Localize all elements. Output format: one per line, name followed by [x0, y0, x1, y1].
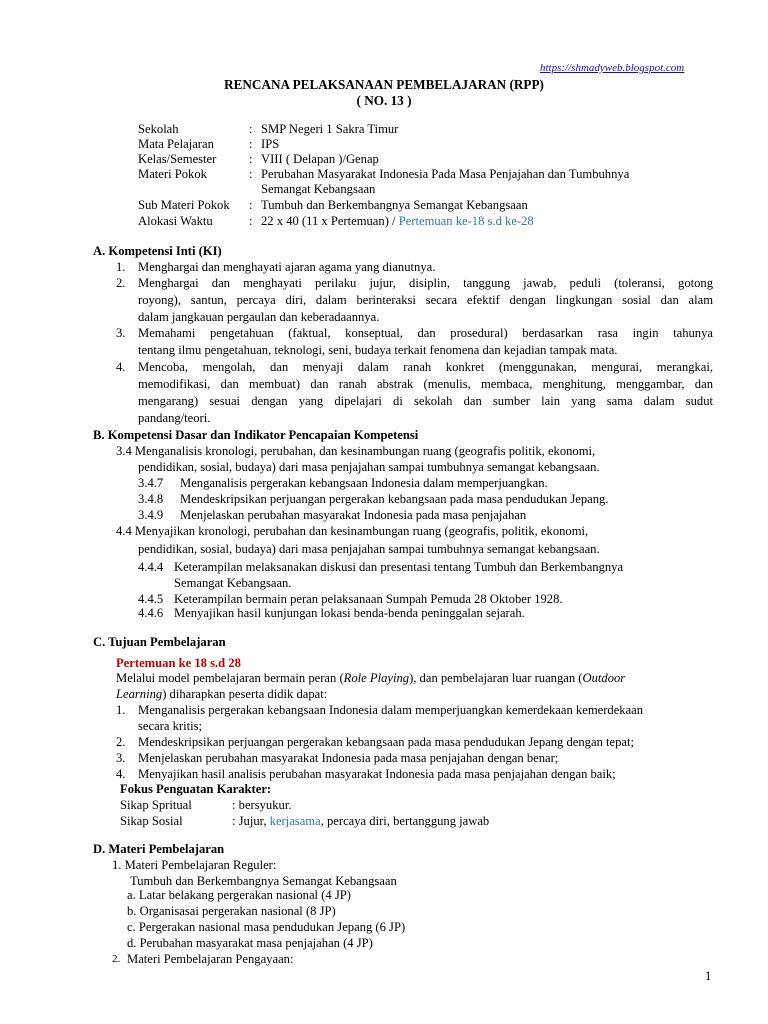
indicator-text: Mendeskripsikan perjuangan pergerakan kebangsaan pada masa pendudukan Jepang. — [180, 492, 609, 506]
identity-label: Mata Pelajaran — [138, 137, 214, 151]
identity-colon: : — [249, 214, 253, 228]
document-number: ( NO. 13 ) — [356, 93, 412, 108]
ki-text: Menghargai dan menghayati perilaku jujur, disiplin, tanggung jawab, peduli (toleransi, gotong — [138, 276, 713, 290]
ki-number: 4. — [116, 360, 126, 374]
section-a-heading: A. Kompetensi Inti (KI) — [93, 244, 222, 258]
ki-text: royong), santun, percaya diri, dalam berinteraksi secara efektif dengan lingkungan sosial dan alam — [138, 293, 713, 307]
ki-number: 2. — [116, 276, 126, 290]
objective-text: Menganalisis pergerakan kebangsaan Indonesia dalam memperjuangkan kemerdekaan kemerdekaan — [138, 703, 644, 717]
ki-number: 1. — [116, 260, 126, 274]
indicator-text: Keterampilan melaksanakan diskusi dan presentasi tentang Tumbuh dan Berkembangnya — [174, 560, 624, 574]
indicator-text: Keterampilan bermain peran pelaksanaan Sumpah Pemuda 28 Oktober 1928. — [174, 592, 563, 606]
objective-number: 4. — [116, 767, 126, 781]
identity-value: VIII ( Delapan )/Genap — [261, 152, 379, 166]
ki-text: Memahami pengetahuan (faktual, konseptual, dan prosedural) berdasarkan rasa ingin tahunya — [138, 326, 713, 340]
ki-text: dalam jangkauan pergaulan dan keberadaannya. — [138, 310, 380, 324]
identity-colon: : — [249, 167, 253, 181]
indicator-number: 4.4.6 — [138, 606, 164, 620]
material-subitem: d. Perubahan masyarakat masa penjajahan (4 JP) — [127, 936, 373, 950]
ki-text: Mencoba, mengolah, dan menyaji dalam ranah konkret (menggunakan, mengurai, merangkai, — [138, 360, 713, 374]
document-title: RENCANA PELAKSANAAN PEMBELAJARAN (RPP) — [224, 77, 544, 92]
meeting-label: Pertemuan ke 18 s.d 28 — [116, 656, 241, 670]
indicator-number: 3.4.8 — [138, 492, 164, 506]
identity-value: IPS — [261, 137, 280, 151]
identity-label: Materi Pokok — [138, 167, 207, 181]
indicator-text-continued: Semangat Kebangsaan. — [174, 576, 292, 590]
indicator-text: Menganalisis pergerakan kebangsaan Indonesia dalam memperjuangkan. — [180, 476, 548, 490]
kd-text: pendidikan, sosial, budaya) dari masa penjajahan sampai tumbuhnya semangat kebangsaan. — [138, 460, 600, 474]
kd-text: 4.4 Menyajikan kronologi, perubahan dan kesinambungan ruang (geografis, politik, ekonomi, — [116, 524, 589, 538]
identity-colon: : — [249, 152, 253, 166]
identity-colon: : — [249, 198, 253, 212]
ki-text: mengarang) sesuai dengan yang dipelajari di sekolah dan sumber lain yang sama dalam sudut — [138, 394, 713, 408]
material-subitem: b. Organisasai pergerakan nasional (8 JP) — [127, 904, 336, 918]
social-label: Sikap Sosial — [120, 814, 183, 828]
indicator-number: 4.4.5 — [138, 592, 164, 606]
material-subtitle: Tumbuh dan Berkembangnya Semangat Kebangsaan — [130, 874, 397, 888]
objective-number: 3. — [116, 751, 126, 765]
social-value: : Jujur, kerjasama, percaya diri, bertanggung jawab — [232, 814, 490, 828]
identity-label: Kelas/Semester — [138, 152, 217, 166]
objective-intro-continued: Learning) diharapkan peserta didik dapat: — [116, 687, 328, 701]
indicator-number: 3.4.7 — [138, 476, 164, 490]
ki-text: memodifikasi, dan membuat) dan ranah abstrak (menulis, membaca, menghitung, menggambar, dan — [138, 377, 713, 391]
objective-number: 2. — [116, 735, 126, 749]
ki-text: tentang ilmu pengetahuan, teknologi, seni, budaya terkait fenomena dan kejadian tampak mata. — [138, 343, 618, 357]
material-subitem: a. Latar belakang pergerakan nasional (4 JP) — [127, 888, 351, 902]
material-item: 1. Materi Pembelajaran Reguler: — [112, 858, 277, 872]
spiritual-label: Sikap Spritual — [120, 798, 192, 812]
objective-intro: Melalui model pembelajaran bermain peran (Role Playing), dan pembelajaran luar ruangan (Outdoor — [116, 671, 626, 685]
identity-label: Sub Materi Pokok — [138, 198, 230, 212]
page-number: 1 — [705, 969, 712, 983]
identity-value: Perubahan Masyarakat Indonesia Pada Masa Penjajahan dan Tumbuhnya — [261, 167, 630, 181]
objective-text: Menjelaskan perubahan masyarakat Indonesia pada masa penjajahan dengan benar; — [138, 751, 559, 765]
objective-text: Mendeskripsikan perjuangan pergerakan kebangsaan pada masa pendudukan Jepang dengan tepat; — [138, 735, 634, 749]
identity-colon: : — [249, 137, 253, 151]
identity-value-continued: Semangat Kebangsaan — [261, 182, 376, 196]
objective-text: secara kritis; — [138, 719, 202, 733]
kd-text: pendidikan, sosial, budaya) dari masa penjajahan sampai tumbuhnya semangat kebangsaan. — [138, 542, 600, 556]
identity-colon: : — [249, 122, 253, 136]
ki-text: pandang/teori. — [138, 411, 211, 425]
identity-value: SMP Negeri 1 Sakra Timur — [261, 122, 399, 136]
section-d-heading: D. Materi Pembelajaran — [93, 842, 225, 856]
identity-label: Sekolah — [138, 122, 179, 136]
meeting-range: Pertemuan ke-18 s.d ke-28 — [398, 214, 534, 228]
indicator-text: Menyajikan hasil kunjungan lokasi benda-benda peninggalan sejarah. — [174, 606, 525, 620]
material-subitem: c. Pergerakan nasional masa pendudukan Jepang (6 JP) — [127, 920, 406, 934]
spiritual-value: : bersyukur. — [232, 798, 292, 812]
kd-text: 3.4 Menganalisis kronologi, perubahan, dan kesinambungan ruang (geografis politik, ekonomi, — [116, 444, 596, 458]
indicator-number: 3.4.9 — [138, 508, 164, 522]
identity-label: Alokasi Waktu — [138, 214, 213, 228]
ki-text: Menghargai dan menghayati ajaran agama yang dianutnya. — [138, 260, 436, 274]
indicator-number: 4.4.4 — [138, 560, 164, 574]
indicator-text: Menjelaskan perubahan masyarakat Indonesia pada masa penjajahan — [180, 508, 527, 522]
section-c-heading: C. Tujuan Pembelajaran — [93, 635, 226, 649]
material-item: Materi Pembelajaran Pengayaan: — [127, 952, 294, 966]
character-focus-heading: Fokus Penguatan Karakter: — [120, 782, 272, 796]
identity-value: Tumbuh dan Berkembangnya Semangat Kebangsaan — [261, 198, 528, 212]
ki-number: 3. — [116, 326, 126, 340]
material-item-number: 2. — [112, 953, 121, 965]
identity-value: 22 x 40 (11 x Pertemuan) / Pertemuan ke-18 s.d ke-28 — [261, 214, 534, 228]
source-link[interactable]: https://shmadyweb.blogspot.com — [540, 62, 685, 74]
objective-number: 1. — [116, 703, 126, 717]
section-b-heading: B. Kompetensi Dasar dan Indikator Pencapaian Kompetensi — [93, 428, 419, 442]
objective-text: Menyajikan hasil analisis perubahan masyarakat Indonesia pada masa penjajahan dengan baik; — [138, 767, 616, 781]
